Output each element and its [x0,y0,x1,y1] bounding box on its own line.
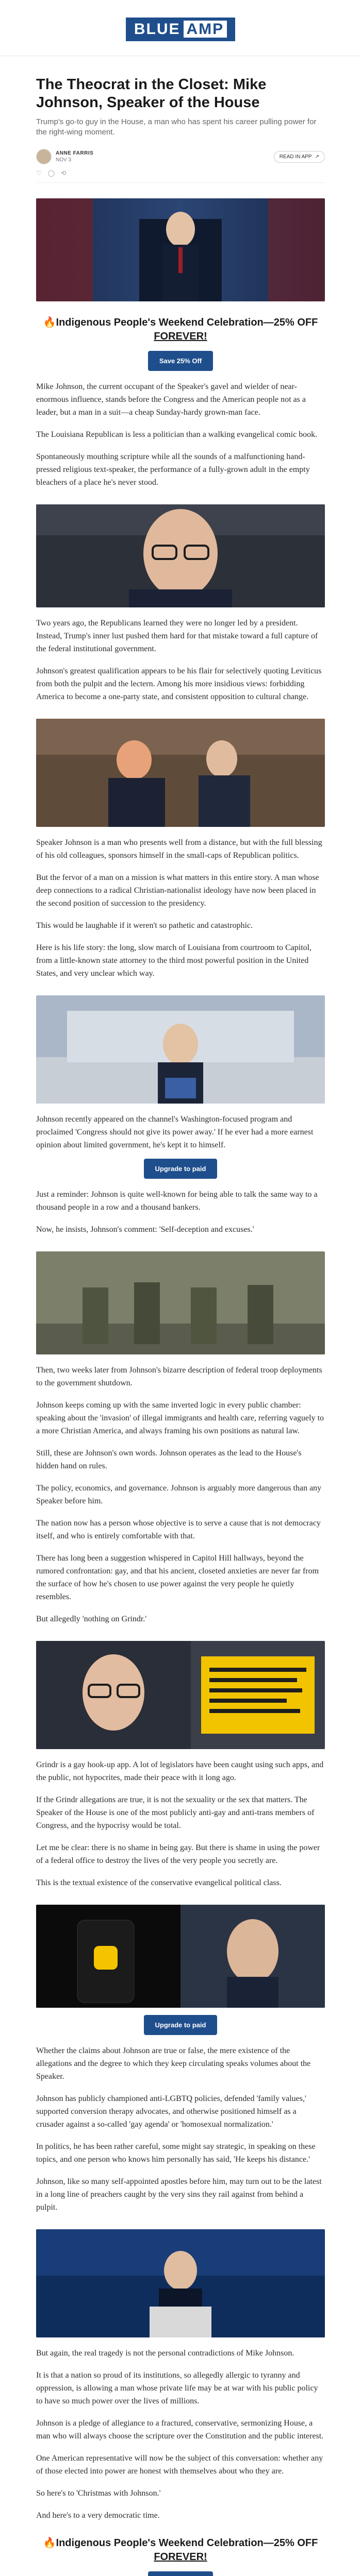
paragraph: One American representative will now be the subject of this conversation: whether any of those elected into power are honest with themselves about who they are. [36,2454,323,2476]
grindr-photo-svg [36,1905,325,2008]
paragraph: Johnson has publicly championed anti-LGBTQ policies, defended 'family values,' supported conversion therapy advocates, and otherwise positioned himself as a crusader against a so-called 'gay agenda' or 'homosexual normalization.' [36,2094,306,2129]
paragraph: Here is his life story: the long, slow march of Louisiana from courtroom to Capitol, from a little-known state attorney to the third most powerful position in the United States, and very unclear which way. [36,943,312,978]
paragraph: Just a reminder: Johnson is quite well-known for being able to talk the same way to a thousand people in a row and a thousand bankers. [36,1190,318,1212]
paragraph: This is the textual existence of the conservative evangelical political class. [36,1878,282,1887]
author-avatar[interactable] [36,149,52,164]
paragraph: There has long been a suggestion whispered in Capitol Hill hallways, beyond the rumored confrontation: gay, and that his ancient, closeted anxieties are never far from the surface of how he's chosen to use power against the very people he quietly resembles. [36,1554,319,1601]
paragraph: This would be laughable if it weren't so pathetic and catastrophic. [36,921,253,930]
headshot-social-photo [36,1641,325,1749]
promo-text-emphasis: FOREVER! [154,2551,207,2563]
paragraph: Johnson keeps coming up with the same inverted logic in every public chamber: speaking about the 'invasion' of illegal immigrants and health care, referring vaguely to a more Christian America, and always framing his own positions as natural law. [36,1401,324,1435]
promo-text: Indigenous People's Weekend Celebration—25% OFF [56,317,318,328]
promo-text: Indigenous People's Weekend Celebration—25% OFF [56,2537,318,2549]
paragraph: If the Grindr allegations are true, it is not the sexuality or the sex that matters. The Speaker of the House is one of the most publicly anti-gay and anti-trans members of Congress, and the hypocrisy would be total. [36,1795,315,1830]
paragraph: Grindr is a gay hook-up app. A lot of legislators have been caught using such apps, and the public, not hypocrites, made their peace with it long ago. [36,1760,324,1782]
paragraph: Johnson's greatest qualification appears to be his flair for selectively quoting Leviticus from both the pulpit and the lectern. Among his more insidious views: forbidding America to become a one-party state, and consistent opposition to cultural change. [36,667,322,701]
hero-photo-svg [36,198,325,301]
capitol-photo-svg [36,995,325,1104]
article-container [36,0,325,41]
capitol-photo [36,995,325,1104]
paragraph: Mike Johnson, the current occupant of the Speaker's gavel and wielder of near-enormous influence, stands before the Congress and the American people not as a leader, but a man in a suit—a cheap Sunday-hardy grown-man face. [36,382,306,417]
article-title: The Theocrat in the Closet: Mike Johnson, Speaker of the House [36,76,267,111]
troops-photo [36,1251,325,1354]
paragraph: Johnson recently appeared on the channel's Washington-focused program and proclaimed 'Congress should not give its power away.' If he ever had a more earnest opinion about limited government, he's kept it to himself. [36,1115,314,1149]
paragraph: The Louisiana Republican is less a politician than a walking evangelical comic book. [36,430,318,439]
paragraph: Speaker Johnson is a man who presents well from a distance, but with the full blessing of his old colleagues, sponsors himself in the small-caps of Republican politics. [36,838,322,860]
article-subtitle: Trump's go-to guy in the House, a man who has spent his career pulling power for the right-wing moment. [36,117,317,137]
brand-logo[interactable] [126,18,235,41]
paragraph: And here's to a very democratic time. [36,2511,160,2520]
share-icons [36,170,325,177]
portrait-photo-svg [36,504,325,607]
author-name[interactable]: ANNE FARRIS [56,150,94,156]
paragraph: Whether the claims about Johnson are true or false, the mere existence of the allegations and the degree to which they keep circulating speaks volumes about the Speaker. [36,2046,311,2081]
hero-photo [36,198,325,301]
fire-icon: 🔥 [43,317,56,328]
header [36,0,325,41]
byline [36,149,325,164]
paragraph: Still, these are Johnson's own words. Johnson operates as the lead to the House's hidden hand on rules. [36,1449,302,1470]
publish-date: NOV 3 [56,157,72,163]
podium-photo-svg [36,2229,325,2337]
paragraph: Johnson is a pledge of allegiance to a fractured, conservative, sermonizing House, a man who will always choose the scripture over the Constitution and the public interest. [36,2419,324,2441]
save-25-button-2[interactable] [148,2571,213,2576]
grindr-photo [36,1905,325,2008]
comment-icon[interactable]: ◯ [47,170,55,177]
paragraph: Let me be clear: there is no shame in being gay. But there is shame in using the power of a federal office to destroy the lives of the very people you secretly are. [36,1843,320,1865]
external-link-icon: ↗ [315,154,319,160]
paragraph: Spontaneously mouthing scripture while all the sounds of a malfunctioning hand-pressed religious text-speaker, the performance of a fully-grown adult in the empty bleachers of a place he's never stood. [36,452,310,487]
paragraph: It is that a nation so proud of its institutions, so allegedly allergic to tyranny and oppression, is allowing a man whose private life may be at war with his public policy to have so much power over the lives of millions. [36,2371,318,2405]
headshot-social-photo-svg [36,1641,325,1749]
paragraph: But allegedly 'nothing on Grindr.' [36,1615,147,1623]
read-in-app-button[interactable] [274,151,325,163]
upgrade-button-1[interactable]: Upgrade to paid [144,1159,218,1179]
paragraph: The nation now has a person whose objective is to serve a cause that is not democracy itself, and who is entirely comfortable with that. [36,1519,321,1540]
paragraph: So here's to 'Christmas with Johnson.' [36,2489,161,2498]
trump-johnson-photo [36,719,325,827]
promo-banner-2 [36,2536,325,2564]
logo-right-text: AMP [184,21,227,38]
paragraph: The policy, economics, and governance. Johnson is arguably more dangerous than any Speaker before him. [36,1484,322,1505]
paragraph: But the fervor of a man on a mission is what matters in this entire story. A man whose deep connections to a radical Christian-nationalist ideology have now been placed in the second position of succession to the presidency. [36,873,319,908]
paragraph: Now, he insists, Johnson's comment: 'Self-deception and excuses.' [36,1225,254,1234]
podium-photo [36,2229,325,2337]
trump-johnson-photo-svg [36,719,325,827]
heart-icon[interactable]: ♡ [36,170,42,177]
restack-icon[interactable]: ⟲ [61,170,67,177]
fire-icon: 🔥 [43,2537,56,2549]
promo-banner-1 [36,316,325,344]
promo-text-emphasis: FOREVER! [154,331,207,342]
paragraph: In politics, he has been rather careful, some might say strategic, in speaking on these topics, and one person who knows him personally has said, 'He keeps his distance.' [36,2142,316,2164]
read-in-app-label: READ IN APP [279,154,312,160]
byline-divider [36,182,325,183]
paragraph: But again, the real tragedy is not the personal contradictions of Mike Johnson. [36,2349,294,2358]
paragraph: Then, two weeks later from Johnson's bizarre description of federal troop deployments to the government shutdown. [36,1366,322,1387]
paragraph: Johnson, like so many self-appointed apostles before him, may turn out to be the latest in a long line of preachers caught by the very sins they rail against from behind a pulpit. [36,2177,322,2212]
troops-photo-svg [36,1251,325,1354]
logo-left-text: BLUE [134,21,180,38]
portrait-photo [36,504,325,607]
save-25-button-1[interactable]: Save 25% Off [148,351,213,371]
upgrade-button-2[interactable]: Upgrade to paid [144,2015,218,2035]
paragraph: Two years ago, the Republicans learned they were no longer led by a president. Instead, Trump's inner lust pushed them hard for that mistake toward a full capture of the federal institutional government. [36,619,318,653]
